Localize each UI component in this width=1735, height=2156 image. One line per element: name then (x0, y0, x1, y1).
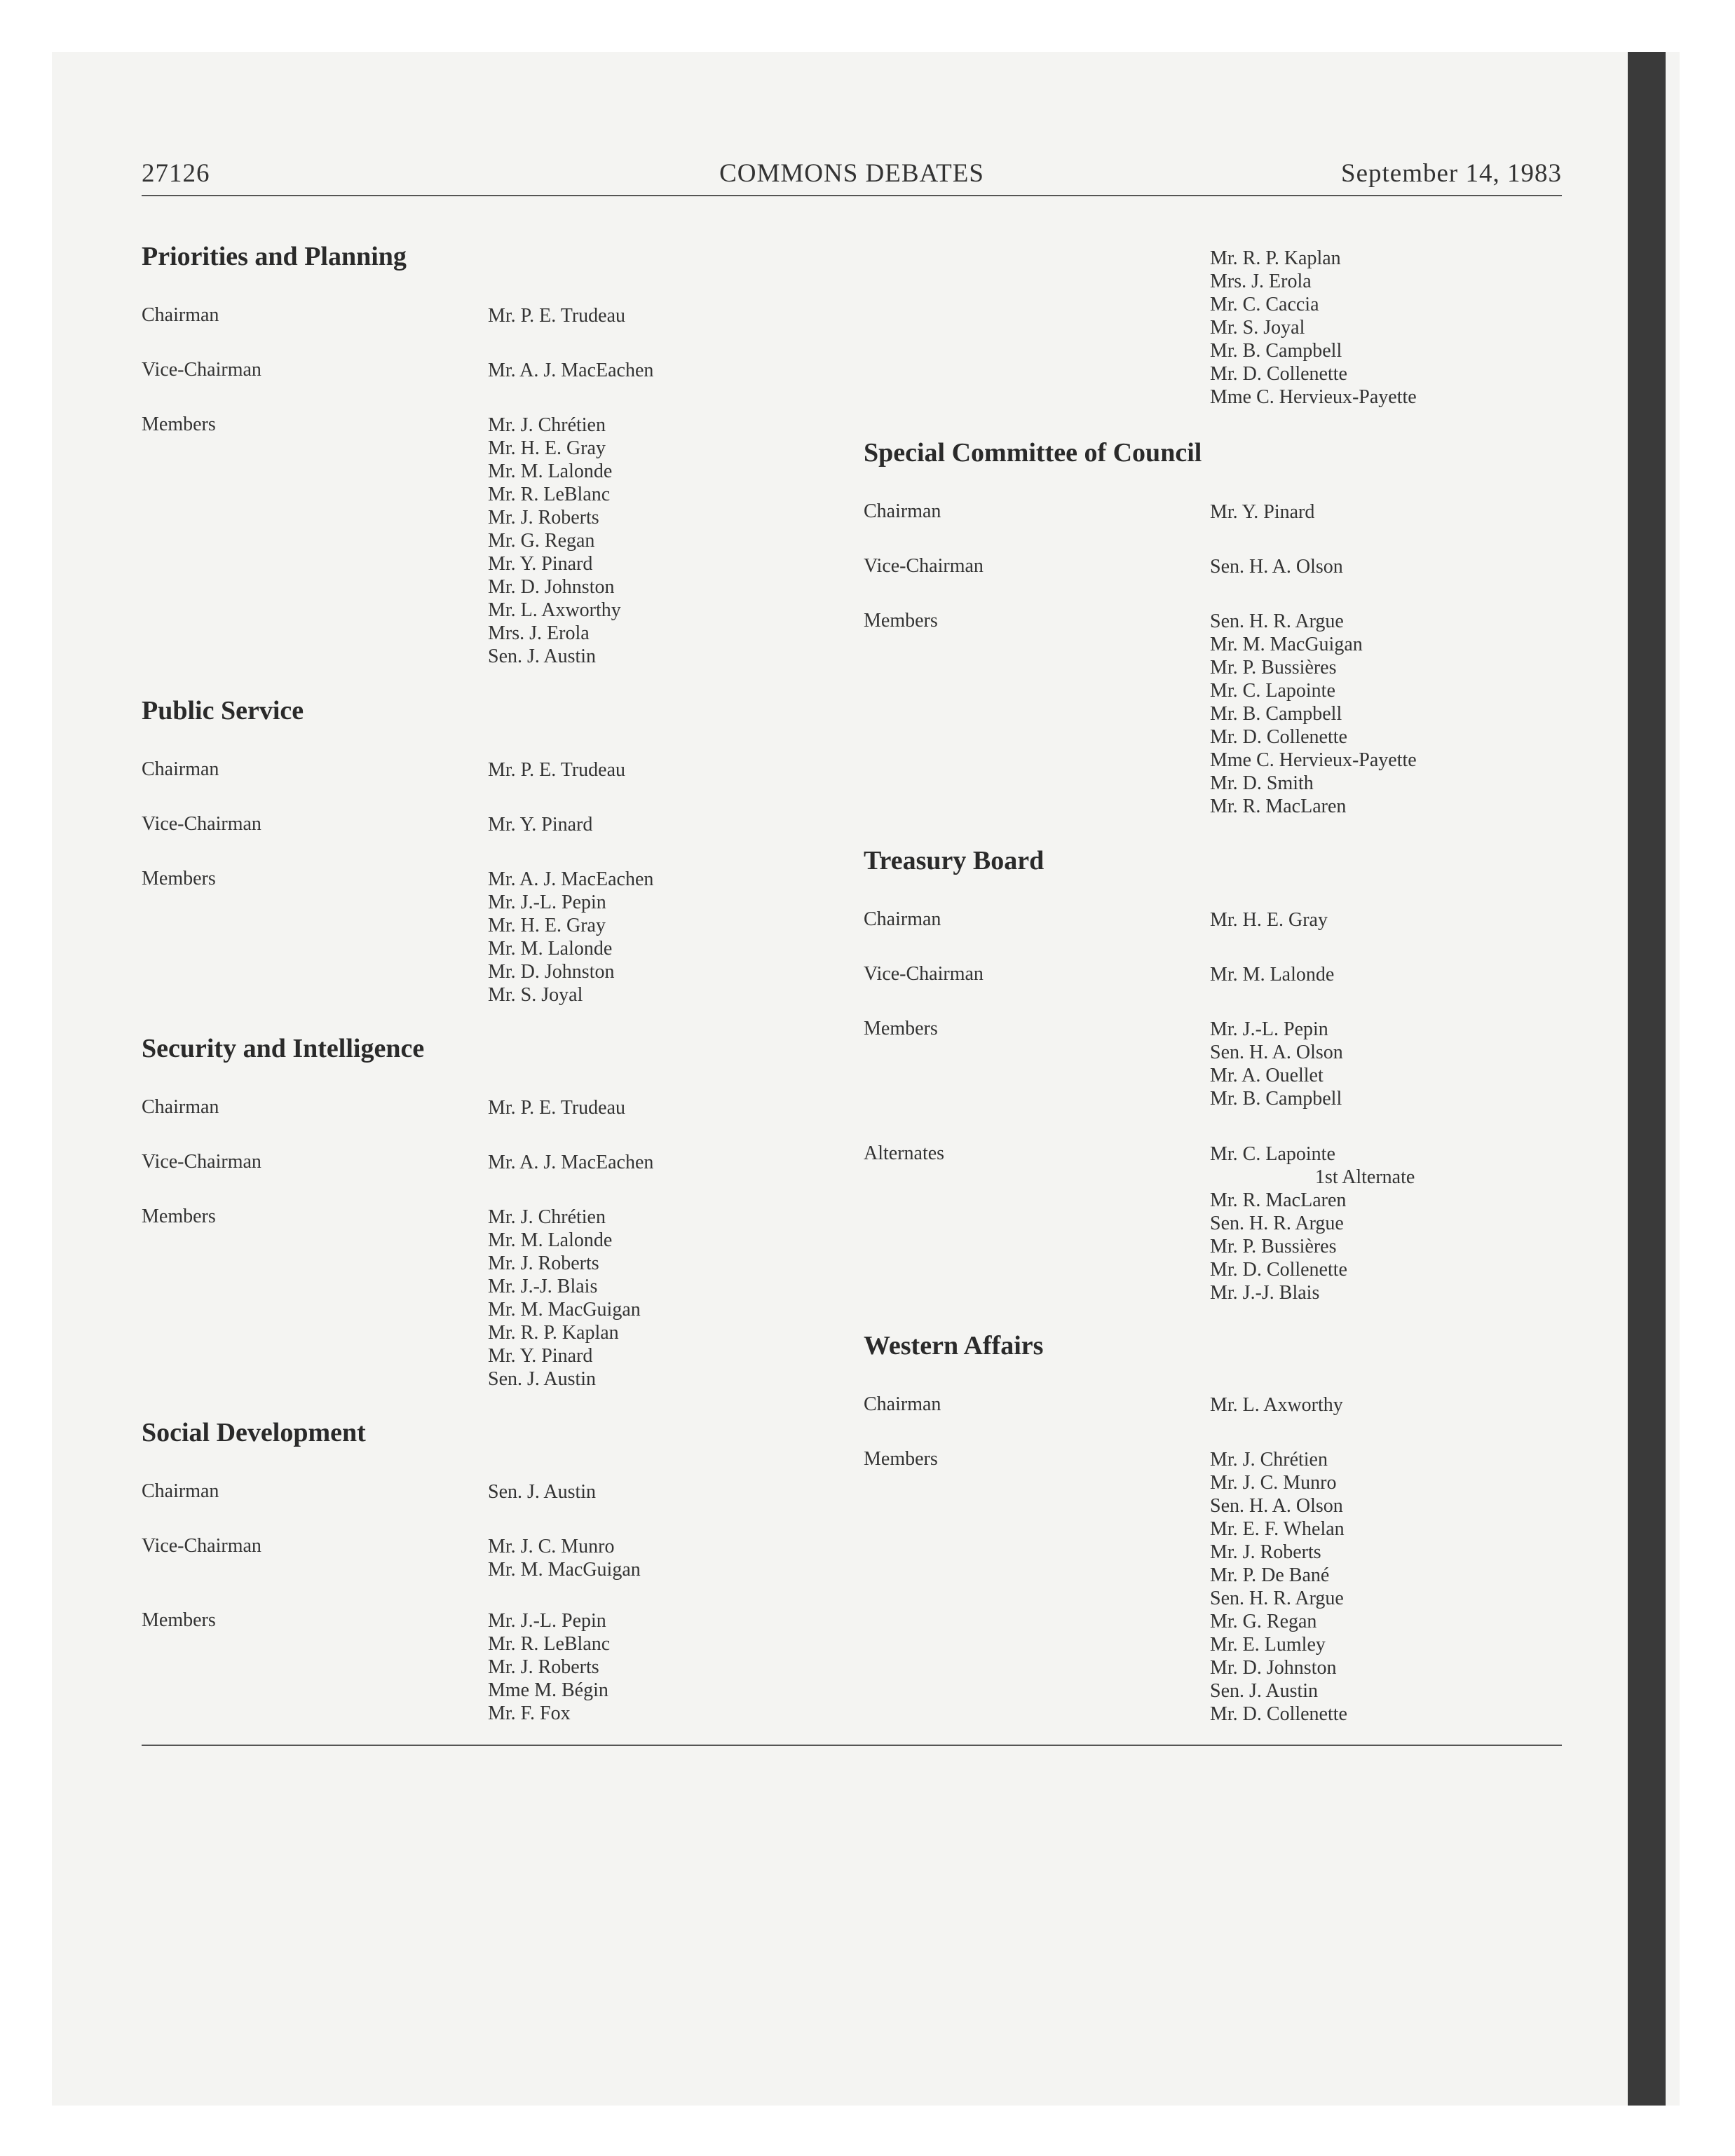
member-name: Mr. P. Bussières (1210, 657, 1337, 678)
member-name: Mr. F. Fox (488, 1703, 571, 1724)
member-name: Mr. S. Joyal (488, 984, 583, 1006)
vice-chairman-name: Mr. Y. Pinard (488, 814, 593, 835)
committee-title: Public Service (142, 696, 304, 725)
member-name: Mr. Y. Pinard (488, 1345, 593, 1367)
member-name: Sen. J. Austin (488, 1368, 597, 1390)
member-name: Mr. J. C. Munro (488, 1536, 615, 1557)
member-name: Mr. D. Johnston (1210, 1657, 1337, 1679)
member-name: Mr. R. P. Kaplan (1210, 247, 1341, 269)
member-name: Mr. J. Roberts (488, 507, 599, 528)
chairman-name: Mr. P. E. Trudeau (488, 305, 626, 327)
role-label: Chairman (864, 908, 941, 930)
publication-title: COMMONS DEBATES (719, 159, 984, 188)
member-name: Mr. R. LeBlanc (488, 1633, 611, 1655)
member-name: Mr. E. F. Whelan (1210, 1518, 1345, 1540)
member-name: Mr. S. Joyal (1210, 317, 1305, 339)
member-name: Mr. C. Caccia (1210, 294, 1319, 315)
page-header (142, 158, 1562, 192)
role-label: Vice-Chairman (142, 1151, 261, 1173)
member-list (488, 1609, 838, 1725)
vice-chairman-name: Sen. H. A. Olson (1210, 556, 1343, 578)
alternate-list (1210, 1189, 1560, 1304)
committee-title: Security and Intelligence (142, 1034, 425, 1063)
chairman-name: Sen. J. Austin (488, 1481, 597, 1503)
role-label: Chairman (864, 500, 941, 522)
role-label: Vice-Chairman (142, 1535, 261, 1557)
member-name: Mr. M. Lalonde (488, 1229, 613, 1251)
member-name: Mr. M. MacGuigan (1210, 634, 1363, 655)
member-name: Mr. D. Collenette (1210, 726, 1347, 748)
committee-title: Priorities and Planning (142, 242, 407, 271)
role-label: Members (142, 1206, 216, 1227)
committee-title: Treasury Board (864, 846, 1045, 875)
role-label: Members (864, 1448, 938, 1470)
member-name: Mr. R. P. Kaplan (488, 1322, 619, 1344)
member-name: Mr. R. LeBlanc (488, 484, 611, 505)
role-label: Vice-Chairman (864, 555, 984, 577)
member-name: Mr. D. Collenette (1210, 1259, 1347, 1281)
header-rule (142, 195, 1562, 196)
chairman-name: Mr. H. E. Gray (1210, 909, 1328, 931)
vice-chairman-list (488, 1535, 838, 1581)
role-label: Alternates (864, 1142, 945, 1164)
page-number: 27126 (142, 159, 210, 188)
role-label: Chairman (142, 1480, 219, 1502)
member-name: Mr. M. Lalonde (488, 938, 613, 960)
member-name: Mr. J.-L. Pepin (488, 1610, 606, 1632)
member-name: Mr. J. Chrétien (1210, 1449, 1328, 1471)
member-list (488, 1206, 838, 1391)
role-label: Vice-Chairman (142, 359, 261, 381)
role-label: Members (864, 1018, 938, 1039)
member-name: Mr. M. Lalonde (488, 460, 613, 482)
role-label: Members (142, 868, 216, 889)
first-alternate: Mr. C. Lapointe (1210, 1143, 1335, 1165)
committee-title: Social Development (142, 1418, 366, 1447)
member-name: Mme C. Hervieux-Payette (1210, 386, 1417, 408)
role-label: Chairman (142, 1096, 219, 1118)
member-name: Mr. J. C. Munro (1210, 1472, 1337, 1494)
member-name: Sen. J. Austin (1210, 1680, 1319, 1702)
member-name: Mr. J.-J. Blais (488, 1276, 598, 1297)
member-name: Mr. C. Lapointe (1210, 680, 1335, 702)
member-name: Sen. H. R. Argue (1210, 610, 1344, 632)
member-name: Mr. M. MacGuigan (488, 1299, 641, 1321)
member-name: Mr. L. Axworthy (488, 599, 621, 621)
binding-edge (1628, 52, 1666, 2106)
member-name: Mr. D. Smith (1210, 772, 1314, 794)
member-list (488, 868, 838, 1007)
committee-title: Special Committee of Council (864, 438, 1202, 468)
member-name: Mr. J. Roberts (488, 1253, 599, 1274)
vice-chairman-name: Mr. A. J. MacEachen (488, 360, 654, 381)
member-name: Mr. J.-L. Pepin (1210, 1018, 1328, 1040)
member-name: Mr. H. E. Gray (488, 437, 606, 459)
member-name: Mrs. J. Erola (1210, 271, 1312, 292)
member-name: Mr. A. Ouellet (1210, 1065, 1324, 1086)
member-name: Mr. D. Johnston (488, 961, 615, 983)
chairman-name: Mr. P. E. Trudeau (488, 1097, 626, 1119)
member-name: Mr. P. De Bané (1210, 1564, 1330, 1586)
first-alternate-note: 1st Alternate (1315, 1166, 1415, 1188)
member-name: Mrs. J. Erola (488, 622, 590, 644)
vice-chairman-name: Mr. A. J. MacEachen (488, 1152, 654, 1173)
member-name: Sen. J. Austin (488, 646, 597, 667)
member-name: Mr. B. Campbell (1210, 340, 1342, 362)
member-name: Mr. J. Roberts (1210, 1541, 1321, 1563)
chairman-name: Mr. P. E. Trudeau (488, 759, 626, 781)
publication-date: September 14, 1983 (1341, 159, 1562, 188)
role-label: Members (142, 414, 216, 435)
member-name: Mr. J.-J. Blais (1210, 1282, 1320, 1304)
role-label: Chairman (142, 304, 219, 326)
member-name: Mme C. Hervieux-Payette (1210, 749, 1417, 771)
member-name: Mr. B. Campbell (1210, 703, 1342, 725)
member-name: Mr. G. Regan (488, 530, 595, 552)
chairman-name: Mr. L. Axworthy (1210, 1394, 1343, 1416)
vice-chairman-name: Mr. M. Lalonde (1210, 964, 1335, 985)
member-name: Sen. H. A. Olson (1210, 1495, 1343, 1517)
member-name: Mr. J.-L. Pepin (488, 892, 606, 913)
member-name: Mr. D. Johnston (488, 576, 615, 598)
member-name: Mme M. Bégin (488, 1679, 608, 1701)
member-name: Mr. H. E. Gray (488, 915, 606, 936)
footer-rule (142, 1745, 1562, 1746)
member-name: Sen. H. A. Olson (1210, 1042, 1343, 1063)
chairman-name: Mr. Y. Pinard (1210, 501, 1315, 523)
member-name: Mr. D. Collenette (1210, 363, 1347, 385)
member-name: Mr. J. Roberts (488, 1656, 599, 1678)
role-label: Vice-Chairman (142, 813, 261, 835)
member-name: Mr. J. Chrétien (488, 1206, 606, 1228)
member-name: Mr. R. MacLaren (1210, 796, 1347, 817)
member-name: Mr. J. Chrétien (488, 414, 606, 436)
role-label: Members (864, 610, 938, 632)
member-list (1210, 1448, 1560, 1726)
role-label: Chairman (864, 1393, 941, 1415)
member-list (1210, 610, 1560, 818)
member-name: Mr. P. Bussières (1210, 1236, 1337, 1257)
alternates-list (1210, 1142, 1560, 1304)
member-list (1210, 247, 1560, 409)
member-name: Mr. G. Regan (1210, 1611, 1317, 1632)
member-list (1210, 1018, 1560, 1110)
member-name: Mr. A. J. MacEachen (488, 868, 654, 890)
role-label: Members (142, 1609, 216, 1631)
member-name: Sen. H. R. Argue (1210, 1588, 1344, 1609)
member-name: Mr. Y. Pinard (488, 553, 593, 575)
member-name: Mr. D. Collenette (1210, 1703, 1347, 1725)
role-label: Vice-Chairman (864, 963, 984, 985)
committee-title: Western Affairs (864, 1331, 1044, 1360)
role-label: Chairman (142, 758, 219, 780)
member-name: Mr. M. MacGuigan (488, 1559, 641, 1581)
member-name: Mr. R. MacLaren (1210, 1189, 1347, 1211)
member-name: Sen. H. R. Argue (1210, 1213, 1344, 1234)
member-name: Mr. B. Campbell (1210, 1088, 1342, 1110)
member-list (488, 414, 838, 668)
member-name: Mr. E. Lumley (1210, 1634, 1326, 1656)
